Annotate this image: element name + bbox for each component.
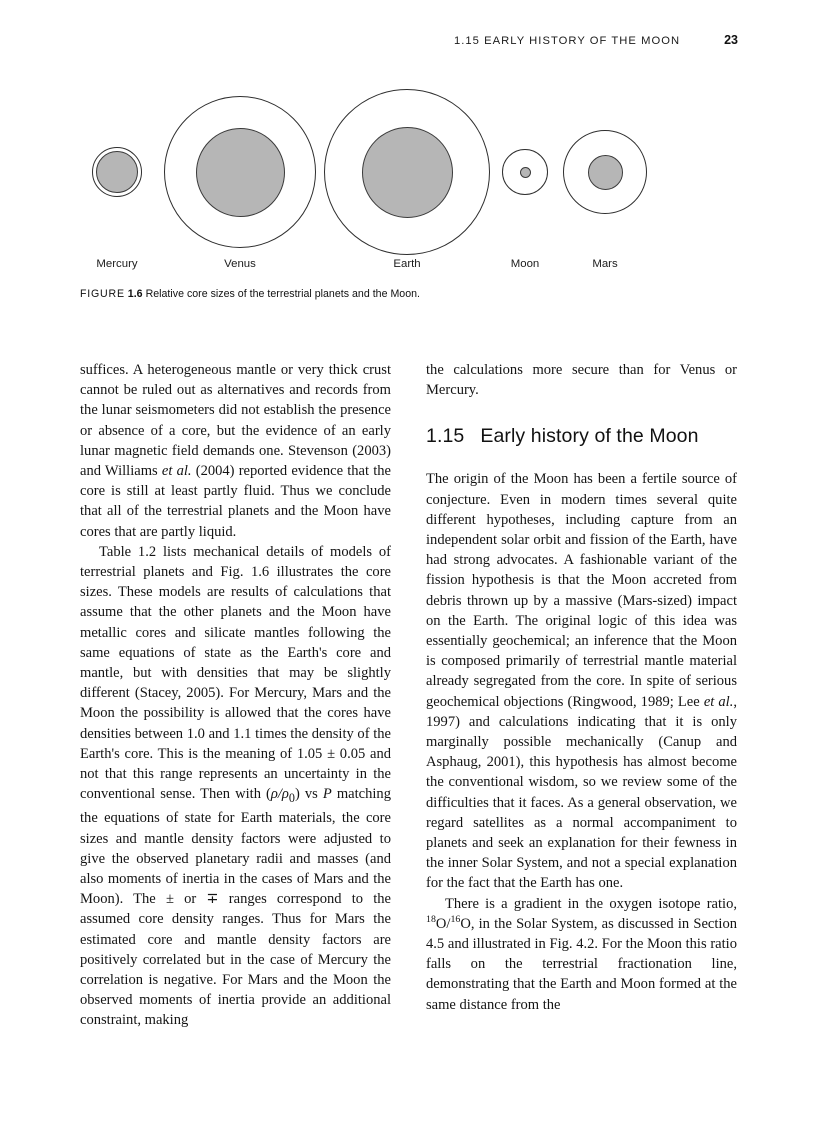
figure-1-6 [80,92,740,314]
section-number: 1.15 [426,425,465,448]
paragraph-right-1-italic: et al. [703,693,734,710]
planet-label-earth: Earth [393,258,421,270]
paragraph-right-1-part-a: The origin of the Moon has been a fertile source of conjecture. Even in modern times several quite different hypotheses, including capture from an independent solar orbit and fission of the Earth, have had strong advocates. A fashionable variant of the fission hypothesis is that the Moon accreted from debris thrown up by a massive (Mars-sized) impact on the Earth. The original logic of this idea was essentially geochemical; an inference that the Moon is composed primarily of terrestrial mantle material already segregated from the core. In spite of serious geochemical objections (Ringwood, 1989; Lee [426,471,737,710]
paragraph-right-1 [426,469,737,893]
paragraph-left-1-italic: et al. [161,463,192,480]
planet-label-row [80,258,740,278]
paragraph-left-1-part-a: suffices. A heterogeneous mantle or very thick crust cannot be ruled out as alternatives and records from the lunar seismometers did not establish the presence or absence of a core, but the evidence of an early lunar magnetic field demands one. Stevenson (2003) and Williams [80,362,391,480]
left-column [80,360,391,1070]
planet-core-mercury [96,151,138,193]
paragraph-left-1-part-b: (2004) reported evidence that the core is still at least partly fluid. Thus we conclude that all of the terrestrial planets and the Moon have cores that are partly liquid. [80,463,392,540]
paragraph-left-1 [80,360,391,542]
oxygen-ratio-mid-1: O/ [435,915,451,932]
planet-core-moon [520,167,531,178]
planet-label-moon: Moon [510,258,540,270]
figure-caption-label: FIGURE [80,288,125,300]
figure-caption-number: 1.6 [127,288,143,300]
planet-label-mars: Mars [592,258,618,270]
paragraph-right-1-part-b: , 1997) and calculations indicating that it is only marginally possible mechanically (Canup and Asphaug, 2001), this hypothesis has almost become the conventional wisdom, so we review some of the difficulties that it faces. As a general observation, we regard satellites as a normal accompaniment to planets and seek an explanation for their fewness in the inner Solar System, and not a special explanation for the fact that the Earth has one. [426,693,737,892]
paragraph-right-0: the calculations more secure than for Venus or Mercury. [426,362,737,399]
planet-label-mercury: Mercury [96,258,138,270]
oxygen-ratio-mid-2: O [460,915,471,932]
planet-label-venus: Venus [224,258,256,270]
planet-core-mars [588,155,623,190]
body-columns [80,360,738,1070]
figure-caption-text: Relative core sizes of the terrestrial planets and the Moon. [145,288,420,300]
planet-core-venus [196,128,285,217]
paragraph-left-2-part-a: Table 1.2 lists mechanical details of models of terrestrial planets and Fig. 1.6 illustrates the core sizes. These models are results of calculations that assume that the other planets and the Moon have metallic cores and silicate mantles following the same equations of state as the Earth's core and mantle, but with densities that may be slightly different (Stacey, 2005). For Mercury, Mars and the Moon the possibility is allowed that the cores have densities between 1.0 and 1.1 times the density of the Earth's core. This is the meaning of 1.05 ± 0.05 and not that this range represents an uncertainty in the conventional sense. Then with ( [80,543,391,803]
planet-diagram [80,92,740,262]
oxygen-16-superscript: 16 [450,914,461,926]
right-column [426,360,737,1070]
section-heading-1-15 [426,425,737,448]
paragraph-left-2-pressure-symbol: P [322,786,332,803]
figure-caption [80,288,720,300]
page-number: 23 [724,33,738,47]
oxygen-18-superscript: 18 [426,914,436,926]
paragraph-left-2-rho: ρ/ρ [270,786,289,803]
paragraph-right-2-part-a: There is a gradient in the oxygen isotope ratio, [445,895,737,912]
running-head-title: 1.15 EARLY HISTORY OF THE MOON [453,35,681,47]
running-head [80,33,738,51]
section-title: Early history of the Moon [480,425,699,448]
paragraph-left-2-part-c: matching the equations of state for Earth materials, the core sizes and mantle density factors were adjusted to give the observed planetary radii and masses (and also moments of inertia in the cases of Mars and the Moon). The ± or ∓ ranges correspond to the assumed core density ranges. Thus for Mars the estimated core and mantle density factors are positively correlated but in the case of Mercury the correlation is negative. For Mars and the Moon the observed moments of inertia provide an additional constraint, making [80,786,391,1029]
planet-core-earth [362,127,453,218]
paragraph-right-2-part-b: , in the Solar System, as discussed in Section 4.5 and illustrated in Fig. 4.2. For the Moon this ratio falls on the terrestrial fractionation line, demonstrating that the Earth and Moon formed at the same distance from the [426,915,737,1013]
paragraph-left-2 [80,542,391,1031]
paragraph-right-2 [426,894,737,1015]
paragraph-left-2-part-b: ) vs [294,786,323,803]
paragraph-left-2-rho-sub: 0 [288,791,295,806]
